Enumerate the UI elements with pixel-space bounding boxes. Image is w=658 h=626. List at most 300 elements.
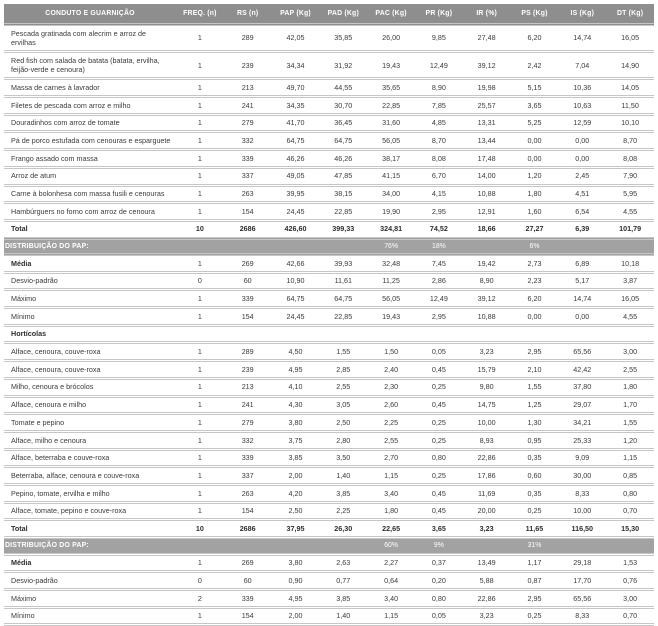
row-label: Total [4,220,176,238]
column-header: RS (n) [224,4,272,25]
row-label: Pescada gratinada com alecrim e arroz de ervilhas [4,25,176,52]
cell-value: 1,25 [511,396,559,414]
cell-value: 1 [176,25,224,52]
cell-value: 34,35 [272,97,320,115]
cell-value: 1,55 [606,414,654,432]
cell-value: 6% [511,238,559,254]
section-header-row [4,325,654,343]
cell-value: 337 [224,467,272,485]
cell-value: 4,55 [606,203,654,221]
cell-value: 47,85 [319,167,367,185]
cell-value: 11,25 [367,272,415,290]
cell-value [224,538,272,554]
cell-value: 3,80 [272,414,320,432]
cell-value: 0,60 [511,467,559,485]
cell-value: 3,40 [367,589,415,607]
cell-value: 60 [224,272,272,290]
table-row [4,554,654,572]
cell-value: 0,70 [606,607,654,625]
cell-value: 0,00 [511,150,559,168]
cell-value: 19,43 [367,52,415,79]
cell-value: 1,30 [511,414,559,432]
cell-value: 2,40 [367,361,415,379]
cell-value: 11,50 [606,97,654,115]
cell-value: 0,45 [415,361,463,379]
cell-value: 14,00 [463,167,511,185]
cell-value: 7,90 [606,167,654,185]
cell-value: 0,00 [558,150,606,168]
cell-value: 263 [224,185,272,203]
cell-value: 1 [176,255,224,273]
cell-value: 1 [176,114,224,132]
row-label: Alface, cenoura, couve-roxa [4,361,176,379]
cell-value: 27,48 [463,25,511,52]
table-row [4,589,654,607]
cell-value: 30,00 [558,467,606,485]
cell-value: 10,90 [272,272,320,290]
cell-value: 64,75 [272,290,320,308]
cell-value: 3,50 [319,449,367,467]
cell-value: 0,76 [606,572,654,590]
cell-value: 22,85 [367,97,415,115]
cell-value: 26,30 [319,520,367,538]
row-label: Beterraba, alface, cenoura e couve-roxa [4,467,176,485]
cell-value: 8,08 [606,150,654,168]
cell-value: 0,80 [415,449,463,467]
cell-value: 1,80 [606,378,654,396]
cell-value: 76% [367,238,415,254]
cell-value: 39,12 [463,52,511,79]
cell-value [272,238,320,254]
cell-value: 2,30 [367,378,415,396]
row-label: Mínimo [4,308,176,326]
table-row [4,449,654,467]
cell-value: 29,18 [558,554,606,572]
cell-value: 3,80 [272,554,320,572]
cell-value: 1 [176,343,224,361]
cell-value: 0,90 [272,572,320,590]
row-label: Milho, cenoura e brócolos [4,378,176,396]
cell-value: 8,33 [558,484,606,502]
cell-value: 10 [176,220,224,238]
row-label: Pepino, tomate, ervilha e milho [4,484,176,502]
cell-value: 6,20 [511,25,559,52]
cell-value: 6,89 [558,255,606,273]
distribution-row [4,238,654,254]
cell-value: 38,17 [367,150,415,168]
cell-value: 2,95 [511,589,559,607]
table-row [4,431,654,449]
cell-value: 42,66 [272,255,320,273]
cell-value: 0,00 [511,308,559,326]
row-label: Máximo [4,290,176,308]
cell-value: 0,00 [558,132,606,150]
cell-value: 24,45 [272,308,320,326]
cell-value: 3,65 [511,97,559,115]
cell-value: 2,27 [367,554,415,572]
row-label: DISTRIBUIÇÃO DO PAP: [4,238,176,254]
cell-value [272,538,320,554]
cell-value: 34,34 [272,52,320,79]
row-label: Hambúrguers no forno com arroz de cenoura [4,203,176,221]
cell-value: 10,63 [558,97,606,115]
cell-value: 64,75 [272,132,320,150]
cell-value: 1 [176,414,224,432]
cell-value: 3,87 [606,272,654,290]
cell-value: 8,93 [463,431,511,449]
cell-value: 18% [415,238,463,254]
cell-value: 22,85 [319,308,367,326]
cell-value: 37,80 [558,378,606,396]
cell-value: 0,00 [511,132,559,150]
cell-value: 2,95 [415,203,463,221]
cell-value: 19,43 [367,308,415,326]
cell-value: 2,73 [511,255,559,273]
cell-value: 2,00 [272,607,320,625]
cell-value: 1 [176,150,224,168]
cell-value: 1,53 [606,554,654,572]
cell-value: 2,86 [415,272,463,290]
cell-value: 49,05 [272,167,320,185]
column-header: PAC (Kg) [367,4,415,25]
cell-value: 0,80 [606,484,654,502]
distribution-row [4,538,654,554]
cell-value [224,238,272,254]
cell-value: 0,45 [415,502,463,520]
cell-value: 27,27 [511,220,559,238]
cell-value: 14,05 [606,79,654,97]
cell-value: 2,55 [319,378,367,396]
cell-value: 1,40 [319,607,367,625]
cell-value: 154 [224,203,272,221]
cell-value: 24,45 [272,203,320,221]
cell-value: 1 [176,396,224,414]
cell-value: 29,07 [558,396,606,414]
cell-value [176,538,224,554]
cell-value: 2,25 [367,414,415,432]
cell-value: 269 [224,255,272,273]
cell-value: 0,25 [511,607,559,625]
cell-value: 18,66 [463,220,511,238]
cell-value: 4,95 [272,589,320,607]
cell-value: 0,00 [558,308,606,326]
cell-value: 2,00 [272,467,320,485]
cell-value: 3,00 [606,343,654,361]
cell-value: 3,23 [463,520,511,538]
row-label: Tomate e pepino [4,414,176,432]
cell-value: 1 [176,378,224,396]
cell-value: 26,00 [367,25,415,52]
cell-value: 32,48 [367,255,415,273]
cell-value: 12,49 [415,52,463,79]
cell-value: 1 [176,185,224,203]
column-header: PAD (Kg) [319,4,367,25]
cell-value: 3,65 [415,520,463,538]
cell-value: 2,10 [511,361,559,379]
cell-value: 1 [176,203,224,221]
cell-value: 1 [176,361,224,379]
cell-value [558,238,606,254]
cell-value: 19,98 [463,79,511,97]
table-row [4,150,654,168]
cell-value: 0,70 [606,502,654,520]
cell-value: 1,70 [606,396,654,414]
cell-value: 31,92 [319,52,367,79]
cell-value: 0,05 [415,607,463,625]
cell-value: 0,25 [415,414,463,432]
cell-value: 22,65 [367,520,415,538]
cell-value: 1 [176,554,224,572]
cell-value: 2,95 [511,343,559,361]
cell-value: 10,10 [606,114,654,132]
cell-value: 2,85 [319,361,367,379]
cell-value: 1 [176,132,224,150]
row-label: Arroz de atum [4,167,176,185]
cell-value: 3,23 [463,607,511,625]
cell-value: 2 [176,589,224,607]
cell-value: 1 [176,467,224,485]
cell-value: 7,45 [415,255,463,273]
row-label: Hortícolas [4,325,654,343]
cell-value: 0,37 [415,554,463,572]
cell-value: 1,17 [511,554,559,572]
cell-value: 31% [511,538,559,554]
cell-value: 0,45 [415,484,463,502]
cell-value: 426,60 [272,220,320,238]
cell-value: 1 [176,79,224,97]
cell-value: 13,44 [463,132,511,150]
cell-value: 0,87 [511,572,559,590]
row-label: DISTRIBUIÇÃO DO PAP: [4,538,176,554]
cell-value: 154 [224,502,272,520]
results-table [4,4,654,626]
cell-value: 1 [176,52,224,79]
cell-value: 10,00 [463,414,511,432]
cell-value: 1,15 [367,467,415,485]
cell-value: 22,86 [463,449,511,467]
cell-value: 17,48 [463,150,511,168]
cell-value: 30,70 [319,97,367,115]
cell-value: 49,70 [272,79,320,97]
cell-value: 3,85 [319,484,367,502]
cell-value: 5,95 [606,185,654,203]
table-row [4,97,654,115]
column-header: PR (Kg) [415,4,463,25]
column-header: PAP (Kg) [272,4,320,25]
cell-value: 116,50 [558,520,606,538]
row-label: Massa de carnes à lavrador [4,79,176,97]
cell-value: 399,33 [319,220,367,238]
cell-value: 7,85 [415,97,463,115]
table-row [4,484,654,502]
cell-value: 2,55 [606,361,654,379]
cell-value: 8,90 [463,272,511,290]
cell-value: 16,05 [606,290,654,308]
cell-value: 2,80 [319,431,367,449]
cell-value: 14,75 [463,396,511,414]
cell-value: 14,74 [558,25,606,52]
table-row [4,308,654,326]
cell-value: 10,36 [558,79,606,97]
cell-value: 39,12 [463,290,511,308]
cell-value: 1 [176,308,224,326]
cell-value: 1 [176,502,224,520]
row-label: Alface, cenoura e milho [4,396,176,414]
cell-value: 289 [224,343,272,361]
cell-value: 7,04 [558,52,606,79]
cell-value: 213 [224,79,272,97]
cell-value: 74,52 [415,220,463,238]
row-label: Alface, milho e cenoura [4,431,176,449]
cell-value: 25,33 [558,431,606,449]
cell-value: 2,70 [367,449,415,467]
total-row [4,520,654,538]
table-row [4,114,654,132]
cell-value: 1 [176,431,224,449]
table-row [4,290,654,308]
cell-value: 64,75 [319,132,367,150]
row-label: Filetes de pescada com arroz e milho [4,97,176,115]
cell-value: 34,00 [367,185,415,203]
cell-value: 263 [224,484,272,502]
cell-value: 0,25 [415,431,463,449]
cell-value [176,238,224,254]
cell-value [319,238,367,254]
cell-value: 19,90 [367,203,415,221]
cell-value: 42,05 [272,25,320,52]
cell-value: 2,42 [511,52,559,79]
cell-value: 1,15 [606,449,654,467]
cell-value: 0,85 [606,467,654,485]
cell-value: 17,86 [463,467,511,485]
row-label: Máximo [4,589,176,607]
cell-value: 339 [224,449,272,467]
cell-value: 2,45 [558,167,606,185]
cell-value: 0,95 [511,431,559,449]
cell-value: 44,55 [319,79,367,97]
cell-value: 11,65 [511,520,559,538]
row-label: Alface, beterraba e couve-roxa [4,449,176,467]
cell-value: 154 [224,607,272,625]
column-header: FREQ. (n) [176,4,224,25]
column-header: DT (Kg) [606,4,654,25]
cell-value: 5,17 [558,272,606,290]
cell-value: 6,39 [558,220,606,238]
cell-value: 213 [224,378,272,396]
cell-value: 332 [224,132,272,150]
cell-value: 12,59 [558,114,606,132]
cell-value: 2,55 [367,431,415,449]
table-row [4,572,654,590]
cell-value: 2686 [224,220,272,238]
cell-value: 60% [367,538,415,554]
cell-value: 1,80 [511,185,559,203]
cell-value: 2,50 [272,502,320,520]
table-row [4,185,654,203]
cell-value: 22,86 [463,589,511,607]
cell-value: 14,74 [558,290,606,308]
cell-value: 3,00 [606,589,654,607]
cell-value: 0,45 [415,396,463,414]
cell-value: 339 [224,589,272,607]
cell-value: 1,15 [367,607,415,625]
cell-value: 4,95 [272,361,320,379]
column-header: CONDUTO E GUARNIÇÃO [4,4,176,25]
cell-value: 41,15 [367,167,415,185]
cell-value: 4,50 [272,343,320,361]
cell-value: 60 [224,572,272,590]
cell-value: 10,18 [606,255,654,273]
cell-value: 279 [224,414,272,432]
cell-value: 41,70 [272,114,320,132]
cell-value: 35,85 [319,25,367,52]
cell-value: 5,15 [511,79,559,97]
table-row [4,361,654,379]
cell-value: 0,35 [511,484,559,502]
cell-value: 0,64 [367,572,415,590]
cell-value: 15,79 [463,361,511,379]
cell-value: 241 [224,97,272,115]
cell-value: 1 [176,97,224,115]
cell-value: 8,70 [415,132,463,150]
table-row [4,25,654,52]
cell-value: 1,40 [319,467,367,485]
cell-value: 31,60 [367,114,415,132]
cell-value: 1,60 [511,203,559,221]
cell-value: 8,08 [415,150,463,168]
cell-value: 3,05 [319,396,367,414]
cell-value: 239 [224,52,272,79]
table-row [4,203,654,221]
cell-value: 0 [176,272,224,290]
cell-value: 239 [224,361,272,379]
header-row [4,4,654,25]
table-body [4,25,654,625]
cell-value: 39,93 [319,255,367,273]
cell-value [606,238,654,254]
cell-value: 37,95 [272,520,320,538]
cell-value: 269 [224,554,272,572]
table-row [4,378,654,396]
row-label: Desvio-padrão [4,272,176,290]
cell-value: 10,88 [463,308,511,326]
cell-value: 5,88 [463,572,511,590]
cell-value: 15,30 [606,520,654,538]
cell-value: 101,79 [606,220,654,238]
cell-value: 1,20 [606,431,654,449]
cell-value: 0,20 [415,572,463,590]
cell-value: 1,20 [511,167,559,185]
cell-value: 3,40 [367,484,415,502]
cell-value: 46,26 [272,150,320,168]
cell-value: 17,70 [558,572,606,590]
cell-value: 2,50 [319,414,367,432]
cell-value: 10,00 [558,502,606,520]
cell-value: 12,91 [463,203,511,221]
cell-value: 0,05 [415,343,463,361]
cell-value: 9% [415,538,463,554]
cell-value: 35,65 [367,79,415,97]
cell-value: 339 [224,290,272,308]
cell-value: 16,05 [606,25,654,52]
cell-value: 3,85 [272,449,320,467]
row-label: Carne à bolonhesa com massa fusili e cenouras [4,185,176,203]
cell-value: 10,88 [463,185,511,203]
cell-value: 46,26 [319,150,367,168]
cell-value: 13,49 [463,554,511,572]
table-row [4,132,654,150]
row-label: Douradinhos com arroz de tomate [4,114,176,132]
